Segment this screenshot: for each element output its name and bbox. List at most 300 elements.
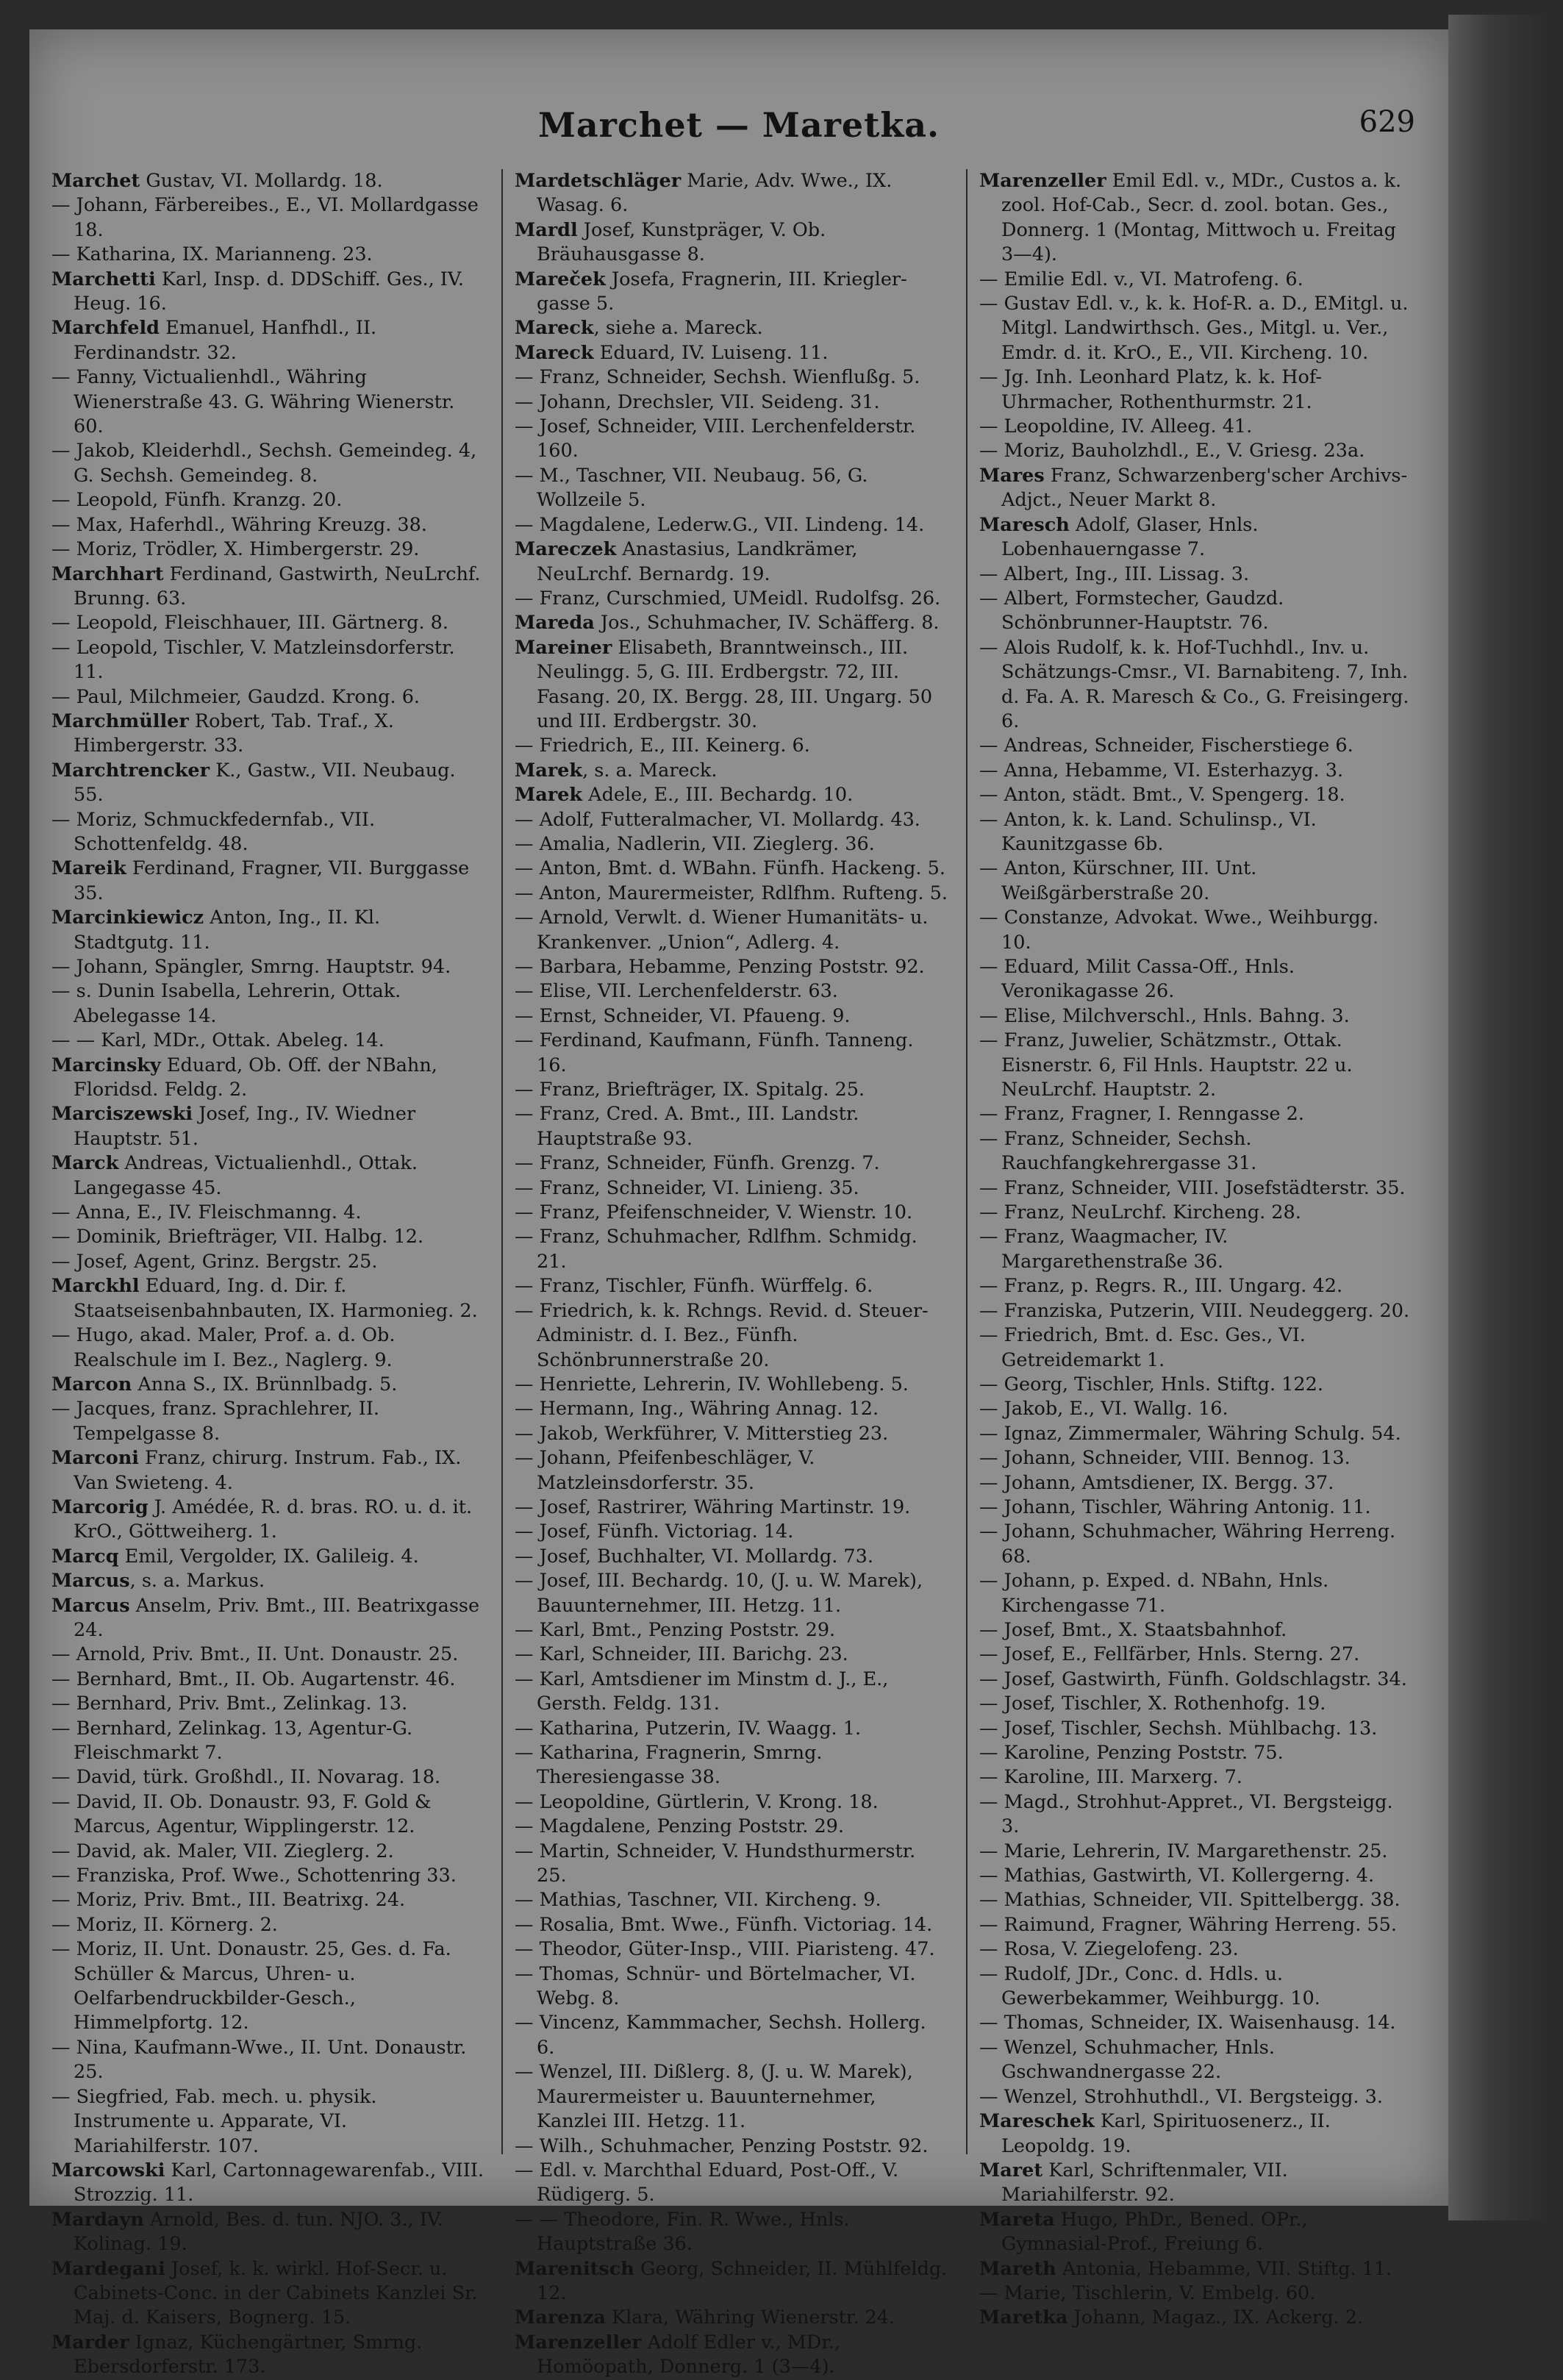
- entry-surname: Marenitsch: [515, 2257, 634, 2280]
- entry-details: — Franz, Schneider, Fünfh. Grenzg. 7.: [515, 1152, 880, 1175]
- directory-entry: [515, 513, 948, 537]
- directory-entry: [51, 1029, 485, 1053]
- directory-entry: [515, 415, 948, 464]
- directory-entry: [979, 1790, 1413, 1840]
- directory-entry: [979, 1765, 1413, 1790]
- directory-entry: [979, 1274, 1413, 1298]
- entry-surname: Marcinkiewicz: [51, 907, 204, 929]
- entry-details: Elisabeth, Branntweinsch., III. Neulingg. 5, G. III. Erdbergstr. 72, III. Fasang. 20, IX. Bergg. 28, III. Ungarg. 50 und III. Erdbergstr. 30.: [537, 636, 933, 732]
- directory-entry: [51, 1937, 485, 2036]
- entry-details: — Elise, VII. Lerchenfelderstr. 63.: [515, 980, 838, 1003]
- entry-details: — Barbara, Hebamme, Penzing Poststr. 92.: [515, 956, 925, 978]
- entry-surname: Mareczek: [515, 538, 617, 561]
- entry-details: Franz, Schwarzenberg'scher Archivs-Adjct., Neuer Markt 8.: [1001, 464, 1408, 512]
- entry-details: Anselm, Priv. Bmt., III. Beatrixgasse 24.: [74, 1594, 480, 1641]
- entry-details: — Siegfried, Fab. mech. u. physik. Instrumente u. Apparate, VI. Mariahilferstr. 107.: [51, 2085, 377, 2157]
- entry-details: — Moriz, II. Körnerg. 2.: [51, 1913, 278, 1936]
- directory-entry: [515, 1397, 948, 1421]
- directory-entry: [51, 2208, 485, 2257]
- directory-entry: [515, 169, 948, 218]
- directory-entry: [979, 1176, 1413, 1201]
- entry-details: — Moriz, Schmuckfedernfab., VII. Schottenfeldg. 48.: [51, 808, 376, 855]
- entry-details: — Friedrich, E., III. Keinerg. 6.: [515, 735, 810, 757]
- entry-details: Josef, k. k. wirkl. Hof-Secr. u. Cabinets-Conc. in der Cabinets Kanzlei Sr. Maj. d. Kaisers, Bognerg. 15.: [74, 2257, 478, 2329]
- entry-details: — Jg. Inh. Leonhard Platz, k. k. Hof-Uhrmacher, Rothenthurmstr. 21.: [979, 366, 1323, 413]
- directory-entry: [515, 759, 948, 783]
- directory-entry: [979, 1299, 1413, 1323]
- entry-surname: Marciszewski: [51, 1103, 193, 1126]
- entry-details: Karl, Spirituosenerz., II. Leopoldg. 19.: [1001, 2110, 1331, 2157]
- entry-surname: Mardl: [515, 218, 578, 241]
- entry-details: — Franz, p. Regrs. R., III. Ungarg. 42.: [979, 1275, 1343, 1298]
- entry-details: — Josef, Tischler, X. Rothenhofg. 19.: [979, 1693, 1326, 1715]
- directory-entry: [979, 1201, 1413, 1225]
- directory-entry: [515, 1717, 948, 1741]
- entry-details: Georg, Schneider, II. Mühlfeldg. 12.: [537, 2257, 948, 2304]
- directory-entry: [515, 1790, 948, 1815]
- directory-entry: [979, 1717, 1413, 1741]
- directory-entry: [515, 808, 948, 832]
- directory-entry: [979, 1373, 1413, 1397]
- entry-details: — Elise, Milchverschl., Hnls. Bahng. 3.: [979, 1004, 1350, 1027]
- column-rule: [501, 169, 503, 2154]
- directory-entry: [51, 1495, 485, 1545]
- entry-details: — Georg, Tischler, Hnls. Stiftg. 122.: [979, 1373, 1323, 1396]
- entry-details: — Franz, Schuhmacher, Rdlfhm. Schmidg. 21.: [515, 1226, 918, 1273]
- entry-details: — Johann, Spängler, Smrng. Hauptstr. 94.: [51, 956, 451, 978]
- entry-details: — Jakob, Kleiderhdl., Sechsh. Gemeindeg. 4, G. Sechsh. Gemeindeg. 8.: [51, 440, 477, 487]
- entry-surname: Marchmüller: [51, 710, 189, 732]
- directory-entry: [515, 1029, 948, 1078]
- directory-entry: [51, 365, 485, 439]
- directory-entry: [515, 341, 948, 365]
- entry-details: — Franz, Curschmied, UMeidl. Rudolfsg. 26.: [515, 587, 941, 610]
- directory-entry: [515, 2208, 948, 2257]
- entry-details: — Marie, Lehrerin, IV. Margarethenstr. 25.: [979, 1840, 1388, 1862]
- directory-entry: [51, 710, 485, 759]
- directory-entry: [51, 488, 485, 512]
- directory-entry: [515, 2134, 948, 2159]
- entry-details: — Emilie Edl. v., VI. Matrofeng. 6.: [979, 268, 1303, 290]
- directory-entry: [979, 857, 1413, 906]
- directory-entry: [51, 1373, 485, 1397]
- entry-details: — s. Dunin Isabella, Lehrerin, Ottak. Abelegasse 14.: [51, 980, 401, 1027]
- directory-entry: [515, 1274, 948, 1298]
- entry-details: — Edl. v. Marchthal Eduard, Post-Off., V. Rüdigerg. 5.: [515, 2159, 899, 2206]
- directory-entry: [979, 906, 1413, 955]
- directory-entry: [979, 1323, 1413, 1373]
- directory-entry: [515, 1495, 948, 1520]
- entry-details: — Franz, Pfeifenschneider, V. Wienstr. 10.: [515, 1201, 913, 1224]
- directory-entry: [51, 1864, 485, 1888]
- entry-details: Karl, Insp. d. DDSchiff. Ges., IV. Heug. 16.: [74, 268, 464, 315]
- entry-details: — Franz, Juwelier, Schätzmstr., Ottak. Eisnerstr. 6, Fil Hnls. Hauptstr. 22 u. NeuLrchf. Hauptstr. 2.: [979, 1029, 1353, 1101]
- directory-entry: [515, 268, 948, 317]
- entry-details: — David, II. Ob. Donaustr. 93, F. Gold & Marcus, Agentur, Wipplingerstr. 12.: [51, 1790, 432, 1838]
- directory-entry: [515, 2011, 948, 2060]
- entry-details: — Rosalia, Bmt. Wwe., Fünfh. Victoriag. 14.: [515, 1913, 933, 1936]
- directory-entry: [51, 955, 485, 979]
- entry-surname: Marcinsky: [51, 1054, 161, 1076]
- directory-entry: [979, 1471, 1413, 1495]
- entry-details: — Mathias, Gastwirth, VI. Kollergerng. 4.: [979, 1865, 1375, 1887]
- entry-details: — Alois Rudolf, k. k. Hof-Tuchhdl., Inv. u. Schätzungs-Cmsr., VI. Barnabiteng. 7, Inh. d. Fa. A. R. Maresch & Co., G. Freisingerg. 6.: [979, 636, 1409, 732]
- entry-surname: Marenzeller: [515, 2331, 642, 2354]
- directory-entry: [515, 1815, 948, 1839]
- directory-entry: [979, 1618, 1413, 1643]
- entry-details: — Leopold, Fünfh. Kranzg. 20.: [51, 489, 343, 512]
- directory-entry: [51, 513, 485, 537]
- entry-details: — Josef, Tischler, Sechsh. Mühlbachg. 13.: [979, 1717, 1378, 1740]
- directory-entry: [979, 1668, 1413, 1692]
- directory-entry: [979, 1569, 1413, 1618]
- entry-details: Antonia, Hebamme, VII. Stiftg. 11.: [1056, 2257, 1392, 2280]
- entry-details: — Arnold, Priv. Bmt., II. Unt. Donaustr. 25.: [51, 1643, 459, 1666]
- entry-surname: Marcus: [51, 1570, 130, 1593]
- entry-surname: Marek: [515, 759, 583, 782]
- directory-entry: [515, 734, 948, 758]
- entry-surname: Marcus: [51, 1594, 130, 1617]
- directory-entry: [979, 1102, 1413, 1126]
- entry-details: — Jakob, E., VI. Wallg. 16.: [979, 1398, 1228, 1421]
- entry-details: Anastasius, Landkrämer, NeuLrchf. Bernardg. 19.: [537, 538, 858, 585]
- entry-details: — Mathias, Schneider, VII. Spittelbergg. 38.: [979, 1889, 1401, 1912]
- directory-entry: [51, 537, 485, 562]
- directory-entry: [515, 1937, 948, 1962]
- directory-entry: [979, 1397, 1413, 1421]
- entry-details: — Johann, p. Exped. d. NBahn, Hnls. Kirchengasse 71.: [979, 1570, 1329, 1617]
- directory-entry: [51, 1397, 485, 1446]
- directory-entry: [979, 2109, 1413, 2159]
- directory-entry: [979, 2085, 1413, 2109]
- entry-details: — Magd., Strohhut-Appret., VI. Bergsteigg. 3.: [979, 1790, 1393, 1838]
- directory-entry: [51, 268, 485, 317]
- entry-details: — Josef, E., Fellfärber, Hnls. Sterng. 27.: [979, 1643, 1360, 1666]
- directory-entry: [979, 587, 1413, 636]
- directory-entry: [979, 439, 1413, 463]
- directory-entry: [51, 2331, 485, 2380]
- entry-details: J. Amédée, R. d. bras. RO. u. d. it. KrO., Göttweiherg. 1.: [74, 1495, 473, 1543]
- directory-entry: [979, 1643, 1413, 1667]
- entry-details: — Franz, NeuLrchf. Kircheng. 28.: [979, 1201, 1301, 1224]
- directory-entry: [51, 1765, 485, 1790]
- directory-entry: [979, 1962, 1413, 2012]
- directory-entry: [51, 1446, 485, 1495]
- entry-details: — Thomas, Schnür- und Börtelmacher, VI. Webg. 8.: [515, 1962, 916, 2010]
- column-3: [979, 169, 1413, 2329]
- entry-details: — Mathias, Taschner, VII. Kircheng. 9.: [515, 1889, 881, 1912]
- entry-surname: Mareda: [515, 612, 595, 635]
- directory-entry: [51, 1668, 485, 1692]
- entry-details: — Thomas, Schneider, IX. Waisenhausg. 14.: [979, 2012, 1396, 2034]
- entry-details: Emil Edl. v., MDr., Custos a. k. zool. Hof-Cab., Secr. d. zool. botan. Ges., Donnerg. 1 (Montag, Mittwoch u. Freitag 3—4).: [1001, 170, 1402, 266]
- directory-entry: [979, 1446, 1413, 1470]
- entry-details: — Friedrich, k. k. Rchngs. Revid. d. Steuer-Administr. d. I. Bez., Fünfh. Schönbrunnerstraße 20.: [515, 1299, 929, 1371]
- directory-page: [29, 29, 1448, 2379]
- entry-details: — Anna, Hebamme, VI. Esterhazyg. 3.: [979, 759, 1344, 782]
- directory-entry: [979, 1692, 1413, 1716]
- entry-details: Arnold, Bes. d. tun. NJO. 3., IV. Kolinag. 19.: [74, 2208, 443, 2256]
- page-header: [29, 99, 1448, 158]
- entry-details: — David, ak. Maler, VII. Zieglerg. 2.: [51, 1840, 394, 1862]
- directory-entry: [979, 2011, 1413, 2035]
- directory-entry: [979, 365, 1413, 415]
- directory-entry: [51, 1323, 485, 1373]
- directory-entry: [979, 2036, 1413, 2085]
- column-1: [51, 169, 485, 2379]
- directory-entry: [979, 2281, 1413, 2306]
- directory-entry: [51, 1201, 485, 1225]
- entry-details: Josefa, Fragnerin, III. Kriegler-gasse 5.: [537, 268, 907, 315]
- directory-entry: [979, 2257, 1413, 2281]
- entry-details: — Gustav Edl. v., k. k. Hof-R. a. D., EMitgl. u. Mitgl. Landwirthsch. Ges., Mitgl. u. Ver., Emdr. d. it. KrO., E., VII. Kircheng. 10.: [979, 293, 1409, 364]
- entry-details: Klara, Währing Wienerstr. 24.: [605, 2306, 895, 2329]
- directory-columns: [51, 169, 1419, 2379]
- directory-entry: [979, 1937, 1413, 1962]
- entry-surname: Marconi: [51, 1447, 139, 1470]
- entry-details: Josef, Kunstpräger, V. Ob. Bräuhausgasse 8.: [537, 218, 826, 266]
- directory-entry: [51, 979, 485, 1029]
- directory-entry: [51, 2085, 485, 2159]
- directory-entry: [515, 390, 948, 415]
- directory-entry: [979, 464, 1413, 513]
- directory-entry: [515, 1299, 948, 1373]
- directory-entry: [979, 759, 1413, 783]
- entry-details: — Franziska, Putzerin, VIII. Neudeggerg. 20.: [979, 1299, 1410, 1322]
- directory-entry: [515, 1741, 948, 1790]
- entry-surname: Marcon: [51, 1373, 132, 1396]
- directory-entry: [515, 1545, 948, 1569]
- entry-details: — Johann, Tischler, Währing Antonig. 11.: [979, 1495, 1371, 1518]
- entry-details: — Katharina, Fragnerin, Smrng. Theresiengasse 38.: [515, 1742, 823, 1789]
- entry-details: Franz, chirurg. Instrum. Fab., IX. Van Swieteng. 4.: [74, 1447, 462, 1494]
- entry-details: — Adolf, Futteralmacher, VI. Mollardg. 43.: [515, 808, 920, 831]
- directory-entry: [979, 1225, 1413, 1274]
- entry-details: — Dominik, Briefträger, VII. Halbg. 12.: [51, 1226, 424, 1248]
- entry-details: — Anton, k. k. Land. Schulinsp., VI. Kaunitzgasse 6b.: [979, 808, 1317, 855]
- directory-entry: [51, 759, 485, 808]
- directory-entry: [51, 1594, 485, 1643]
- entry-details: Ferdinand, Gastwirth, NeuLrchf. Brunng. 63.: [74, 562, 481, 610]
- entry-details: Josef, Ing., IV. Wiedner Hauptstr. 51.: [74, 1103, 416, 1150]
- directory-entry: [51, 808, 485, 857]
- directory-entry: [51, 1102, 485, 1151]
- entry-details: — Rudolf, JDr., Conc. d. Hdls. u. Gewerbekammer, Weihburgg. 10.: [979, 1962, 1320, 2010]
- entry-details: Andreas, Victualienhdl., Ottak. Langegasse 45.: [74, 1152, 418, 1199]
- entry-surname: Marchtrencker: [51, 759, 210, 782]
- entry-surname: Mareth: [979, 2257, 1056, 2280]
- directory-entry: [979, 1840, 1413, 1864]
- directory-entry: [515, 882, 948, 906]
- entry-details: — Johann, Drechsler, VII. Seideng. 31.: [515, 390, 880, 413]
- entry-details: — Leopoldine, Gürtlerin, V. Krong. 18.: [515, 1790, 879, 1813]
- entry-details: — Moriz, II. Unt. Donaustr. 25, Ges. d. Fa. Schüller & Marcus, Uhren- u. Oelfarbendruckbilder-Gesch., Himmelpfortg. 12.: [51, 1938, 451, 2034]
- entry-details: — Josef, Schneider, VIII. Lerchenfelderstr. 160.: [515, 415, 916, 462]
- entry-details: — Franz, Tischler, Fünfh. Würffelg. 6.: [515, 1275, 873, 1298]
- entry-details: — Jacques, franz. Sprachlehrer, II. Tempelgasse 8.: [51, 1398, 380, 1445]
- directory-entry: [515, 1446, 948, 1495]
- directory-entry: [51, 1151, 485, 1201]
- directory-entry: [51, 169, 485, 193]
- directory-entry: [515, 1102, 948, 1151]
- directory-entry: [515, 1888, 948, 1912]
- entry-details: — Arnold, Verwlt. d. Wiener Humanitäts- u. Krankenver. „Union“, Adlerg. 4.: [515, 907, 929, 954]
- entry-surname: Marchet: [51, 170, 140, 192]
- entry-details: — Johann, Amtsdiener, IX. Bergg. 37.: [979, 1471, 1334, 1494]
- entry-surname: Marchhart: [51, 562, 164, 585]
- directory-entry: [979, 1422, 1413, 1446]
- entry-details: — Karl, Schneider, III. Barichg. 23.: [515, 1643, 848, 1666]
- entry-surname: Marck: [51, 1152, 119, 1175]
- entry-surname: Mardayn: [51, 2208, 144, 2231]
- entry-details: — Paul, Milchmeier, Gaudzd. Krong. 6.: [51, 685, 421, 708]
- entry-details: — Leopold, Fleischhauer, III. Gärtnerg. 8.: [51, 612, 448, 635]
- entry-details: — Rosa, V. Ziegelofeng. 23.: [979, 1938, 1239, 1961]
- directory-entry: [979, 1495, 1413, 1520]
- entry-details: Hugo, PhDr., Bened. OPr., Gymnasial-Prof., Freiung 6.: [1001, 2208, 1308, 2256]
- directory-entry: [515, 636, 948, 735]
- directory-entry: [515, 2306, 948, 2330]
- entry-details: , s. a. Mareck.: [582, 759, 718, 782]
- directory-entry: [51, 1054, 485, 1103]
- entry-details: — Moriz, Trödler, X. Himbergerstr. 29.: [51, 538, 420, 561]
- entry-details: Eduard, IV. Luiseng. 11.: [593, 341, 829, 364]
- entry-details: — Marie, Tischlerin, V. Embelg. 60.: [979, 2281, 1316, 2304]
- directory-entry: [515, 1913, 948, 1937]
- entry-surname: Maret: [979, 2159, 1043, 2181]
- entry-details: — Franziska, Prof. Wwe., Schottenring 33.: [51, 1865, 457, 1887]
- entry-details: — Eduard, Milit Cassa-Off., Hnls. Veronikagasse 26.: [979, 956, 1295, 1003]
- entry-details: — Max, Haferhdl., Währing Kreuzg. 38.: [51, 513, 427, 536]
- entry-details: — — Theodore, Fin. R. Wwe., Hnls. Hauptstraße 36.: [515, 2208, 850, 2256]
- entry-details: Karl, Cartonnagewarenfab., VIII. Strozzig. 11.: [74, 2159, 484, 2206]
- entry-surname: Maresch: [979, 513, 1070, 536]
- entry-details: — Katharina, Putzerin, IV. Waagg. 1.: [515, 1717, 862, 1740]
- directory-entry: [51, 1569, 485, 1593]
- entry-surname: Marek: [515, 784, 583, 807]
- running-title: Marchet — Maretka.: [537, 105, 940, 145]
- entry-details: — Hugo, akad. Maler, Prof. a. d. Ob. Realschule im I. Bez., Naglerg. 9.: [51, 1324, 396, 1371]
- directory-entry: [515, 857, 948, 881]
- entry-surname: Mareschek: [979, 2110, 1095, 2133]
- entry-surname: Mareck: [515, 341, 594, 364]
- entry-surname: Marchetti: [51, 268, 156, 290]
- entry-surname: Mardetschläger: [515, 170, 682, 192]
- directory-entry: [515, 1840, 948, 1889]
- entry-details: Emanuel, Hanfhdl., II. Ferdinandstr. 32.: [74, 317, 377, 364]
- directory-entry: [51, 562, 485, 612]
- directory-entry: [979, 808, 1413, 857]
- entry-details: — Johann, Schneider, VIII. Bennog. 13.: [979, 1447, 1351, 1470]
- entry-details: — Josef, Gastwirth, Fünfh. Goldschlagstr. 34.: [979, 1668, 1407, 1690]
- entry-details: — Karoline, Penzing Poststr. 75.: [979, 1742, 1284, 1764]
- entry-details: Anna S., IX. Brünnlbadg. 5.: [132, 1373, 398, 1396]
- directory-entry: [51, 1692, 485, 1716]
- directory-entry: [515, 979, 948, 1004]
- entry-surname: Marcq: [51, 1545, 119, 1568]
- entry-details: — Josef, Fünfh. Victoriag. 14.: [515, 1520, 794, 1543]
- entry-details: — Johann, Färbereibes., E., VI. Mollardgasse 18.: [51, 194, 479, 241]
- directory-entry: [515, 832, 948, 857]
- directory-entry: [979, 2208, 1413, 2257]
- entry-details: — Franz, Schneider, VIII. Josefstädterstr. 35.: [979, 1176, 1406, 1199]
- directory-entry: [515, 1004, 948, 1029]
- directory-entry: [979, 268, 1413, 292]
- directory-entry: [979, 169, 1413, 268]
- entry-surname: Mareck: [515, 317, 594, 340]
- directory-entry: [979, 1888, 1413, 1912]
- directory-entry: [515, 2060, 948, 2134]
- entry-details: — Anna, E., IV. Fleischmanng. 4.: [51, 1201, 362, 1224]
- entry-surname: Marcowski: [51, 2159, 165, 2181]
- entry-surname: Marenza: [515, 2306, 606, 2329]
- directory-entry: [979, 1741, 1413, 1765]
- directory-entry: [51, 2159, 485, 2208]
- directory-entry: [515, 464, 948, 513]
- entry-details: Jos., Schuhmacher, IV. Schäfferg. 8.: [594, 612, 940, 635]
- directory-entry: [979, 1127, 1413, 1176]
- entry-details: — Friedrich, Bmt. d. Esc. Ges., VI. Getreidemarkt 1.: [979, 1324, 1306, 1371]
- directory-entry: [979, 513, 1413, 562]
- directory-entry: [515, 1422, 948, 1446]
- entry-details: — Ignaz, Zimmermaler, Währing Schulg. 54.: [979, 1422, 1401, 1445]
- directory-entry: [515, 783, 948, 807]
- directory-entry: [515, 2331, 948, 2380]
- directory-entry: [51, 611, 485, 635]
- directory-entry: [979, 2159, 1413, 2208]
- directory-entry: [515, 1569, 948, 1618]
- entry-surname: Mareček: [515, 268, 606, 290]
- directory-entry: [515, 955, 948, 979]
- entry-details: Anton, Ing., II. Kl. Stadtgutg. 11.: [74, 907, 381, 954]
- entry-details: — Magdalene, Penzing Poststr. 29.: [515, 1815, 845, 1838]
- entry-details: — Anton, Maurermeister, Rdlfhm. Rufteng. 5.: [515, 882, 948, 904]
- entry-details: — Katharina, IX. Marianneng. 23.: [51, 243, 373, 266]
- entry-details: — Anton, städt. Bmt., V. Spengerg. 18.: [979, 784, 1345, 807]
- entry-details: — M., Taschner, VII. Neubaug. 56, G. Wollzeile 5.: [515, 464, 868, 512]
- entry-details: — Moriz, Priv. Bmt., III. Beatrixg. 24.: [51, 1889, 406, 1912]
- directory-entry: [515, 1668, 948, 1717]
- directory-entry: [51, 1250, 485, 1274]
- directory-entry: [515, 316, 948, 340]
- entry-details: , s. a. Markus.: [129, 1570, 265, 1593]
- entry-details: — Franz, Waagmacher, IV. Margarethenstraße 36.: [979, 1226, 1228, 1273]
- directory-entry: [979, 955, 1413, 1004]
- column-rule: [966, 169, 968, 2154]
- directory-entry: [51, 2036, 485, 2085]
- entry-details: — Theodor, Güter-Insp., VIII. Piaristeng. 47.: [515, 1938, 935, 1961]
- entry-details: — Constanze, Advokat. Wwe., Weihburgg. 10.: [979, 907, 1379, 954]
- directory-entry: [515, 611, 948, 635]
- directory-entry: [515, 537, 948, 587]
- entry-details: — Wilh., Schuhmacher, Penzing Poststr. 92.: [515, 2134, 929, 2157]
- entry-details: Adolf Edler v., MDr., Homöopath, Donnerg. 1 (3—4).: [537, 2331, 840, 2379]
- entry-details: — Wenzel, Strohhuthdl., VI. Bergsteigg. 3.: [979, 2085, 1383, 2108]
- entry-details: — Josef, Agent, Grinz. Bergstr. 25.: [51, 1250, 378, 1273]
- directory-entry: [979, 1004, 1413, 1029]
- entry-details: — Anton, Kürschner, III. Unt. Weißgärberstraße 20.: [979, 857, 1257, 904]
- entry-details: — Moriz, Bauholzhdl., E., V. Griesg. 23a.: [979, 440, 1365, 462]
- entry-details: — Franz, Briefträger, IX. Spitalg. 25.: [515, 1079, 865, 1101]
- directory-entry: [515, 2159, 948, 2208]
- directory-entry: [51, 2257, 485, 2331]
- entry-surname: Mareik: [51, 857, 126, 880]
- entry-details: — David, türk. Großhdl., II. Novarag. 18.: [51, 1766, 441, 1789]
- directory-entry: [515, 906, 948, 955]
- entry-details: — Franz, Schneider, Sechsh. Wienflußg. 5.: [515, 366, 920, 389]
- entry-surname: Marchfeld: [51, 317, 160, 340]
- entry-details: — Wenzel, Schuhmacher, Hnls. Gschwandnergasse 22.: [979, 2036, 1275, 2084]
